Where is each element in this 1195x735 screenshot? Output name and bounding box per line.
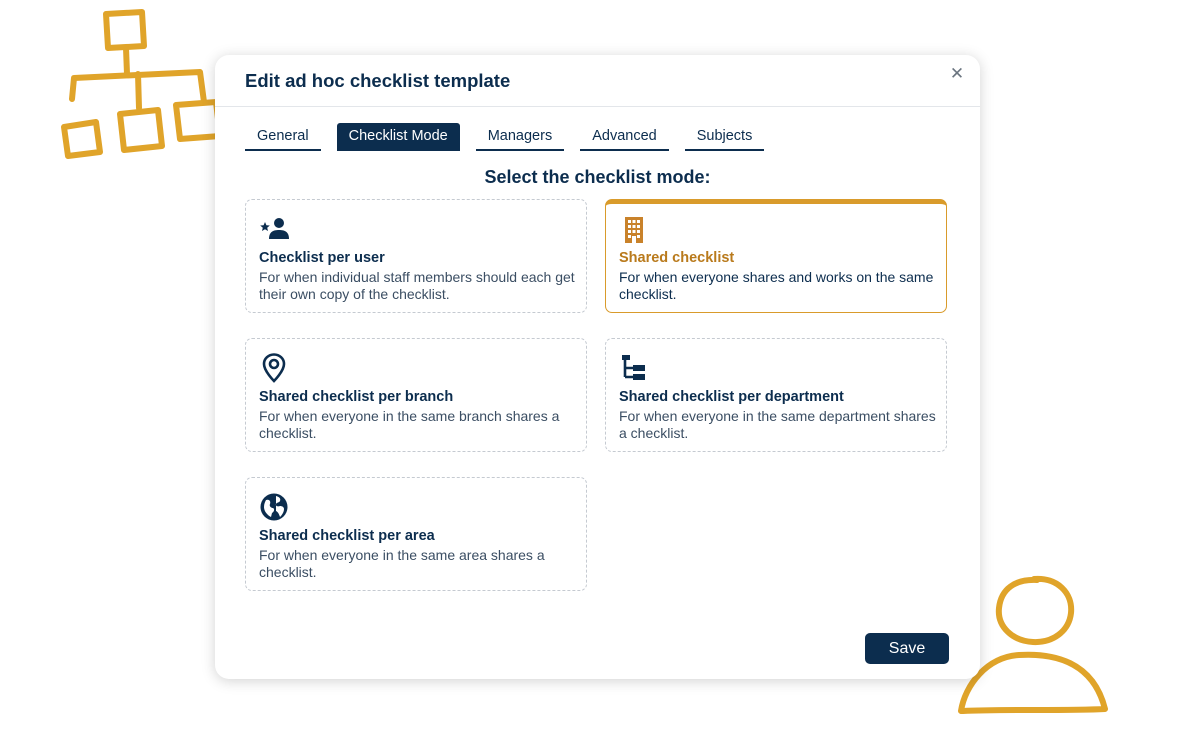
close-button[interactable]: ✕ <box>946 63 968 85</box>
mode-description: For when everyone in the same branch shares a checklist. <box>259 408 560 441</box>
mode-card-per-branch[interactable] <box>245 338 587 452</box>
building-icon <box>619 215 649 245</box>
org-chart-icon <box>58 8 226 164</box>
org-tree-icon <box>619 353 649 383</box>
modal-title: Edit ad hoc checklist template <box>245 70 511 91</box>
mode-description: For when individual staff members should each get their own copy of the checklist. <box>259 269 575 302</box>
tab-subjects[interactable]: Subjects <box>685 123 765 151</box>
mode-card-per-department[interactable] <box>605 338 947 452</box>
save-button[interactable]: Save <box>865 633 949 664</box>
mode-description: For when everyone in the same department shares a checklist. <box>619 408 936 441</box>
user-star-icon <box>259 214 289 244</box>
mode-card-per-area[interactable] <box>245 477 587 591</box>
mode-card-per-user[interactable] <box>245 199 587 313</box>
tab-advanced[interactable]: Advanced <box>580 123 669 151</box>
tab-general[interactable]: General <box>245 123 321 151</box>
section-title: Select the checklist mode: <box>484 167 711 187</box>
mode-name: Shared checklist per department <box>619 389 844 405</box>
modal-header <box>215 55 980 107</box>
map-pin-icon <box>259 353 289 383</box>
mode-name: Shared checklist per area <box>259 528 435 544</box>
tab-managers[interactable]: Managers <box>476 123 564 151</box>
mode-description: For when everyone shares and works on the same checklist. <box>619 269 934 302</box>
tab-bar <box>245 123 780 151</box>
mode-name: Shared checklist <box>619 250 735 266</box>
globe-icon <box>259 492 289 522</box>
tab-checklist-mode[interactable]: Checklist Mode <box>337 123 460 151</box>
edit-template-modal <box>215 55 980 679</box>
mode-name: Checklist per user <box>259 250 385 266</box>
mode-description: For when everyone in the same area shares a checklist. <box>259 547 545 580</box>
mode-card-shared[interactable] <box>605 199 947 313</box>
mode-name: Shared checklist per branch <box>259 389 454 405</box>
